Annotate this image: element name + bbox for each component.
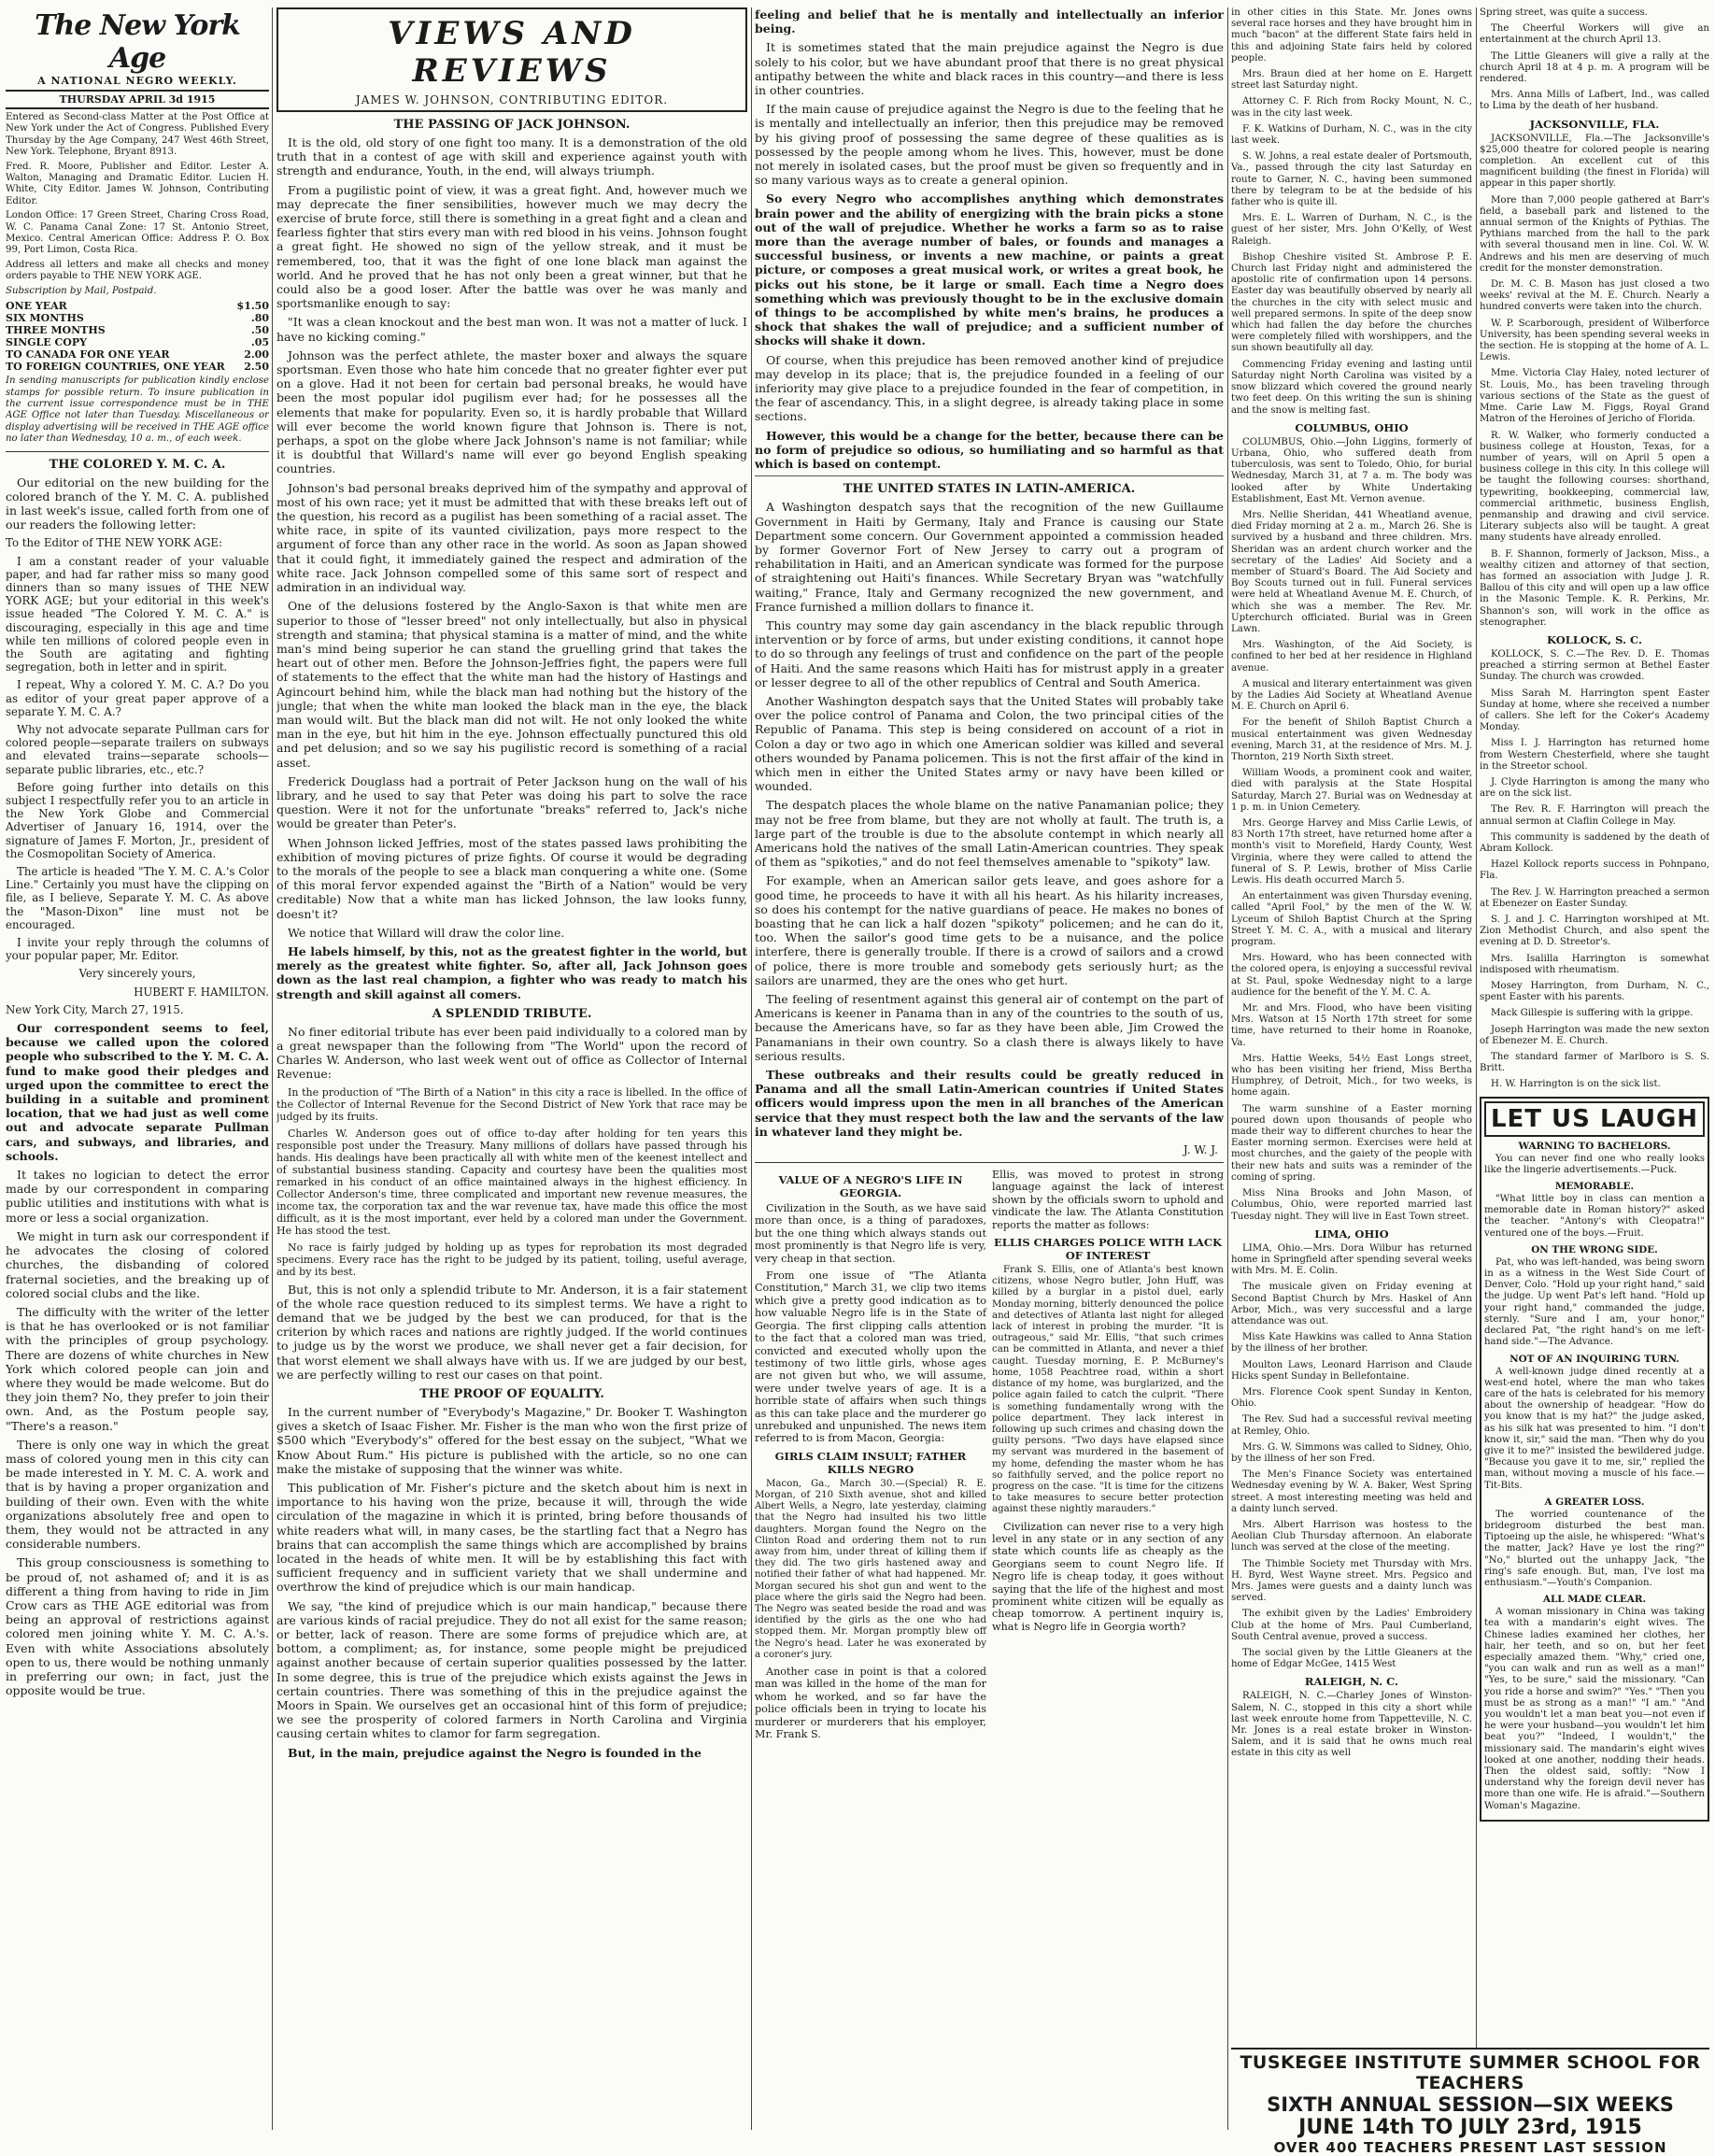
news-item: The exhibit given by the Ladies' Embroidery Club at the home of Mrs. Paul Cumberland, South Central avenue, proved a success.: [1231, 1609, 1472, 1642]
news-item: Hazel Kollock reports success in Pohnpano, Fla.: [1480, 859, 1709, 882]
article-paragraph: When Johnson licked Jeffries, most of the states passed laws prohibiting the exhibition of moving pictures of prize fights. Of course it would be degrading to the morals of the people to see a black man conquering a white one. (Some of this moral fervor expended against the "Birth of a Nation" would be very creditable) Now that a white man has licked Johnson, the law looks funny, doesn't it?: [276, 835, 747, 921]
joke-headline: NOT OF AN INQUIRING TURN.: [1509, 1353, 1680, 1365]
masthead-dateline: THURSDAY APRIL 3d 1915: [6, 90, 269, 109]
news-item: The Rev. Sud had a successful revival meeting at Remley, Ohio.: [1231, 1414, 1472, 1437]
ad-line: SIXTH ANNUAL SESSION—SIX WEEKS: [1267, 2093, 1674, 2116]
raleigh-headline: RALEIGH, N. C.: [1304, 1675, 1399, 1689]
article-paragraph: But, in the main, prejudice against the Negro is founded in the: [288, 1745, 702, 1760]
joke-text: Pat, who was left-handed, was being sworn in as a witness in the West Side Court of Denver, Colo. "Hold up your right hand," said the judge. Up went Pat's left hand. "Hold up your right hand," commanded the judge, sternly. "Sure and I am, your honor," declared Pat, "the right hand's on me left-hand side."—The Advance.: [1484, 1256, 1705, 1348]
joke-text: The worried countenance of the bridegroom disturbed the best man. Tiptoeing up the aisle, he whispered: "What's the matter, Jack? Have ye lost the ring?" "No," blurted out the unhappy Jack, "the ring's safe enough. But, man, I've lost ma enthusiasm."—Youth's Companion.: [1484, 1509, 1705, 1588]
news-item: Mosey Harrington, from Durham, N. C., spent Easter with his parents.: [1480, 981, 1709, 1003]
ad-line: JUNE 14th TO JULY 23rd, 1915: [1298, 2116, 1642, 2139]
subscription-label: Subscription by Mail, Postpaid.: [6, 285, 157, 296]
splendid-tribute-headline: A SPLENDID TRIBUTE.: [432, 1006, 592, 1021]
article-paragraph: Civilization in the South, as we have said more than once, is a thing of paradoxes, but the one thing which always stands out most prominently is that Negro life is very, very cheap in that section.: [755, 1202, 986, 1265]
news-item: Bishop Cheshire visited St. Ambrose P. E. Church last Friday night and administered the apostolic rite of confirmation upon 14 persons. Easter day was beautifully observed by nearly all the churches in the city with select music and well prepared sermons. In spite of the deep snow which had fallen the day before the churches were completely filled with worshippers, and the sun shown beautifully all day.: [1231, 251, 1472, 354]
news-item: Mrs. Isalilla Harrington is somewhat indisposed with rheumatism.: [1480, 953, 1709, 975]
news-item: Miss Sarah M. Harrington spent Easter Sunday at home, where she received a number of callers. She left for the Coker's Academy Monday.: [1480, 688, 1709, 733]
views-reviews-editor: JAMES W. JOHNSON, CONTRIBUTING EDITOR.: [355, 93, 669, 106]
article-paragraph: Frederick Douglass had a portrait of Peter Jackson hung on the wall of his library, and he used to say that Peter was doing his part to solve the race question. Were it not for the unfortunate "breaks" referred to, Jack's niche would be greater than Peter's.: [276, 773, 747, 831]
news-item: The social given by the Little Gleaners at the home of Edgar McGee, 1415 West: [1231, 1648, 1472, 1670]
column-rule: [1476, 7, 1477, 2130]
article-paragraph: This country may some day gain ascendancy in the black republic through intervention or by force of arms, but under existing conditions, it cannot hope to do so through any feelings of trust and confidence on the part of the people of Haiti. And the same reasons which Haiti has for mistrust apply in a greater or lesser degree to all of the other republics of Central and South America.: [755, 617, 1224, 689]
news-item: Mack Gillespie is suffering with la grippe.: [1491, 1008, 1694, 1019]
masthead-info: Entered as Second-class Matter at the Post Office at New York under the Act of Congress. Published Every Thursday by the Age Company, 247 West 46th Street, New York. Telephone, Bryant 8913.: [6, 112, 269, 158]
news-item: Mrs. Howard, who has been connected with the colored opera, is enjoying a successful revival at St. Paul, spoke Wednesday night to a large audience for the benefit of the Y. M. C. A.: [1231, 953, 1472, 998]
columbus-headline: COLUMBUS, OHIO: [1295, 420, 1409, 434]
news-item: For the benefit of Shiloh Baptist Church a musical entertainment was given Wednesday evening, March 31, at the residence of Mrs. M. J. Thornton, 219 North Sixth street.: [1231, 717, 1472, 762]
article-paragraph: feeling and belief that he is mentally and intellectually an inferior being.: [755, 7, 1224, 36]
news-item: Moulton Laws, Leonard Harrison and Claude Hicks spent Sunday in Bellefontaine.: [1231, 1359, 1472, 1382]
joke-text: "What little boy in class can mention a memorable date in Roman history?" asked the teacher. "Antony's with Cleopatra!" ventured one of the boys.—Fruit.: [1484, 1194, 1705, 1239]
news-item: W. P. Scarborough, president of Wilberforce University, has been spending several weeks in the section. He is stopping at the home of A. L. Lewis.: [1480, 318, 1709, 363]
joke-text: A well-known judge dined recently at a west-end hotel, where the man who takes care of the hats is celebrated for his memory about the ownership of headgear. "How do you know that is my hat?" the judge asked, as his silk hat was presented to him. "I don't know it, sir," said the man. "Then why do you give it to me?" insisted the bewildered judge. "Because you gave it to me, sir," replied the man, without moving a muscle of his face.—Tit-Bits.: [1484, 1366, 1705, 1491]
news-item: COLUMBUS, Ohio.—John Liggins, formerly of Urbana, Ohio, who suffered death from tuberculosis, was sent to Toledo, Ohio, for burial Wednesday, March 31, at 7 a. m. The body was looked after by White Undertaking Establishment, East Mt. Vernon avenue.: [1231, 436, 1472, 504]
article-paragraph: If the main cause of prejudice against the Negro is due to the feeling that he is mentally and intellectually an inferior, then this prejudice may be removed by his giving proof of possessing the same degree of these qualities as is possessed by the people among whom he lives. This, however, must be done not merely in isolated cases, but the proof must be given so frequently and in so many various ways as to create a general opinion.: [755, 102, 1224, 188]
lima-headline: LIMA, OHIO: [1314, 1227, 1389, 1241]
news-item: The warm sunshine of a Easter morning poured down upon thousands of people who made their way to different churches to hear the Easter morning sermon. Exercises were held at most churches, and the gaiety of the people with their new hats and suits was a reminder of the coming of spring.: [1231, 1103, 1472, 1183]
reader-letter: [6, 536, 269, 1016]
joke-text: You can never find one who really looks like the lingerie advertisements.—Puck.: [1484, 1153, 1705, 1175]
news-item: The Cheerful Workers will give an entertainment at the church April 13.: [1480, 23, 1709, 46]
article-paragraph: Civilization can never rise to a very high level in any state or in any section of any state which counts life as cheaply as the Georgians seem to count Negro life. If Negro life is cheap today, it goes without saying that the life of the highest and most prominent white citizen will be equally as cheap tomorrow. A pertinent inquiry is, what is Negro life in Georgia worth?: [992, 1520, 1224, 1633]
article-paragraph: From one issue of "The Atlanta Constitution," March 31, we clip two items which give a pretty good indication as to how valuable Negro life is in the State of Georgia. The first clipping calls attention to the fact that a colored man was tried, convicted and executed wholly upon the testimony of two little girls, whose ages are not given but who, we will assume, were under twelve years of age. It is a horrible state of affairs when such things as this can take place and the murderer go unrebuked and unpunished. The news item referred to is from Macon, Georgia:: [755, 1269, 986, 1445]
masthead-subtitle: A NATIONAL NEGRO WEEKLY.: [37, 75, 237, 87]
ymca-headline: THE COLORED Y. M. C. A.: [49, 457, 226, 472]
letter-paragraph: I repeat, Why a colored Y. M. C. A.? Do you as editor of your great paper approve of a separate Y. M. C. A.?: [6, 678, 269, 718]
news-item: More than 7,000 people gathered at Barr's field, a baseball park and listened to the annual sermon of the Knights of Pythias. The Pythians marched from the hall to the park with several thousand men in line. Col. W. W. Andrews and his men are deserving of much credit for the monster demonstration.: [1480, 194, 1709, 274]
georgia-left: [755, 1169, 986, 1745]
georgia-right: [992, 1169, 1224, 1745]
rate-row: THREE MONTHS .50: [6, 324, 269, 337]
article-paragraph: Of course, when this prejudice has been removed another kind of prejudice may develop in its place; that is, the prejudice founded in a feeling of our inferiority may give place to a prejudice founded in the fear of competition, in the fear of ascendancy. This, in a slight degree, is already taking place in some sections.: [755, 352, 1224, 424]
tuskegee-advertisement: [1231, 2048, 1709, 2156]
article-paragraph: We notice that Willard will draw the color line.: [288, 925, 565, 940]
letter-salutation: To the Editor of THE NEW YORK AGE:: [6, 536, 223, 550]
joke-headline: WARNING TO BACHELORS.: [1518, 1140, 1671, 1152]
ymca-paragraph: Our editorial on the new building for the colored branch of the Y. M. C. A. published in last week's issue, called forth from one of our readers the following letter:: [6, 475, 269, 532]
joke-headline: MEMORABLE.: [1554, 1181, 1635, 1193]
article-paragraph: Johnson was the perfect athlete, the master boxer and always the square sportsman. Even those who hate him concede that no greater fighter ever put on a glove. Had it not been for certain bad personal breaks, he would have been the most popular idol pugilism ever had; for he possesses all the elements that make for popularity. Even so, it is hardly probable that Willard will ever become the world known figure that Johnson is. There is not, perhaps, a spot on the globe where Jack Johnson's name is not familiar; while it is doubtful that Willard's name will ever go beyond English speaking countries.: [276, 348, 747, 476]
rate-row: TO FOREIGN COUNTRIES, ONE YEAR 2.50: [6, 361, 269, 374]
letter-paragraph: Before going further into details on this subject I respectfully refer you to an article in the New York Globe and Commercial Advertiser of January 16, 1914, over the signature of James F. Morton, Jr., president of the Cosmopolitan Society of America.: [6, 780, 269, 860]
news-item: Mrs. George Harvey and Miss Carlie Lewis, of 83 North 17th street, have returned home after a month's visit to Morefield, Hardy County, West Virginia, where they were called to attend the funeral of S. P. Lewis, brother of Miss Carlie Lewis. His death occurred March 5.: [1231, 818, 1472, 887]
article-paragraph: In the current number of "Everybody's Magazine," Dr. Booker T. Washington gives a sketch of Isaac Fisher. Mr. Fisher is the man who won the first prize of $500 which "Everybody's" offered for the best essay on the subject, "What we Know About Rum." His picture is published with the article, so no one can make the mistake of supposing that the winner was white.: [276, 1405, 747, 1476]
column-local-news: [1231, 7, 1472, 2130]
article-paragraph: So every Negro who accomplishes anything which demonstrates brain power and the ability of energizing with the brain picks a stone out of the wall of prejudice. Whether he works a farm so as to raise more than the average number of bales, or founds and manages a successful business, or invents a new machine, or paints a great picture, or composes a great musical work, or writes a great book, he picks out his stone, be it large or small. Each time a Negro does something which was previously thought to be in the exclusive domain of things to be accomplished by white men's brains, he produces a shock that shakes the wall of prejudice; and a sufficient number of shocks will shake it down.: [755, 191, 1224, 348]
news-item: Mrs. G. W. Simmons was called to Sidney, Ohio, by the illness of her son Fred.: [1231, 1441, 1472, 1464]
article-paragraph: From a pugilistic point of view, it was a great fight. And, however much we may deprecate the finer sensibilities, however much we may decry the exercise of brute force, still there is something in a great fight and a clean and fearless fighter that stirs every man with red blood in his veins. Johnson fought a great fight. He showed no sign of the yellow streak, and it must be remembered, too, that it was the fight of one lone black man against the world. And he proved that he has not only been a great winner, but that he could also be a good loser. After the battle was over he was manly and sportsmanlike enough to say:: [276, 182, 747, 311]
news-item: J. Clyde Harrington is among the many who are on the sick list.: [1480, 776, 1709, 800]
news-item: KOLLOCK, S. C.—The Rev. D. E. Thomas preached a stirring sermon at Bethel Easter Sunday. The church was crowded.: [1480, 648, 1709, 683]
jacksonville-headline: JACKSONVILLE, FLA.: [1529, 117, 1660, 131]
subscription-rates: [6, 300, 269, 373]
news-item: H. W. Harrington is on the sick list.: [1491, 1079, 1661, 1090]
article-paragraph: It is sometimes stated that the main prejudice against the Negro is due solely to his color, but we have abundant proof that there is no great physical antipathy between the white and black races in this country—and there is less in other countries.: [755, 40, 1224, 98]
news-item: An entertainment was given Thursday evening, called "April Fool," by the men of the W. W. Lyceum of Shiloh Baptist Church at the Spring Street Y. M. C. A., with a musical and literary program.: [1231, 891, 1472, 948]
ymca-paragraph: This group consciousness is something to be proud of, not ashamed of; and it is as different a thing from having to ride in Jim Crow cars as THE AGE editorial was from being an approval of restrictions against colored men joining white Y. M. C. A.'s. Even with white Associations absolutely open to us, there would be nothing unmanly in preferring our own; in fact, just the opposite would be true.: [6, 1555, 269, 1698]
article-quote: "It was a clean knockout and the best man won. It was not a matter of luck. I have no kicking coming.": [276, 315, 747, 344]
article-paragraph: This publication of Mr. Fisher's picture and the sketch about him is next in importance to his having won the prize, because it will, through the wide circulation of the magazine in which it is printed, bring before thousands of white readers what will, in many cases, be the startling fact that a Negro has brains that can accomplish the same things which are accomplished by brains located in the heads of white men. It will be by establishing this fact with sufficient frequency and in sufficient variety that we shall undermine and overthrow the kind of prejudice which is our main handicap.: [276, 1481, 747, 1595]
let-us-laugh-box: [1480, 1097, 1709, 1822]
masthead-title: The New York Age: [35, 9, 240, 75]
article-paragraph: The feeling of resentment against this general air of contempt on the part of Americans is keener in Panama than in any of the countries to the south of us, because the Americans have, so far as they have been able, Jim Crowed the Panamanians in their own country. So a clash there is always likely to have serious results.: [755, 992, 1224, 1063]
clipping-text: Frank S. Ellis, one of Atlanta's best known citizens, whose Negro butler, John Huff, was killed by a burglar in a pistol duel, early Monday morning, bitterly denounced the police and detectives of Atlanta last night for alleged lack of interest in probing the murder. "It is outrageous," said Mr. Ellis, "that such crimes can be committed in Atlanta, and never a thief caught. Tuesday morning, E. P. McBurney's home, 1058 Peachtree road, within a short distance of my home, was burglarized, and the police again failed to catch the culprit. "There is something fundamentally wrong with the police department. They lack interest in following up such crimes and chasing down the guilty persons. "Two days have elapsed since my servant was murdered in the basement of my home, defending the master whom he has so faithfully served, and the police report no progress on the case. "It is time for the citizens to take measures to secure better protection against these nightly marauders.": [992, 1265, 1224, 1515]
views-reviews-title: VIEWS AND REVIEWS: [388, 15, 636, 90]
clipping-headline: GIRLS CLAIM INSULT; FATHER KILLS NEGRO: [774, 1449, 967, 1476]
rate-row: ONE YEAR $1.50: [6, 300, 269, 313]
news-item: Mrs. Albert Harrison was hostess to the Aeolian Club Thursday afternoon. An elaborate lunch was served at the close of the meeting.: [1231, 1519, 1472, 1553]
clipping-headline: ELLIS CHARGES POLICE WITH LACK OF INTEREST: [994, 1236, 1222, 1263]
news-item: Mr. and Mrs. Flood, who have been visiting Mrs. Watson at 15 North 17th street for some time, have returned to their home in Roanoke, Va.: [1231, 1003, 1472, 1048]
news-item: The Little Gleaners will give a rally at the church April 18 at 4 p. m. A program will be rendered.: [1480, 50, 1709, 85]
news-item: Dr. M. C. B. Mason has just closed a two weeks' revival at the M. E. Church. Nearly a hundred converts were taken into the church.: [1480, 279, 1709, 313]
news-item: Mrs. Washington, of the Aid Society, is confined to her bed at her residence in Highland avenue.: [1231, 640, 1472, 674]
article-paragraph: These outbreaks and their results could be greatly reduced in Panama and all the small Latin-American countries if United States officers would impress upon the men in all branches of the American service that they must respect both the law and the servants of the law in whatever land they might be.: [755, 1068, 1224, 1139]
news-item: Spring street, was quite a success.: [1480, 7, 1648, 18]
masthead-offices: London Office: 17 Green Street, Charing Cross Road, W. C. Panama Canal Zone: 17 St. Antonio Street, Mexico. Central American Office: Address P. O. Box 99, Port Limon, Costa Rica.: [6, 210, 269, 256]
letter-paragraph: Why not advocate separate Pullman cars for colored people—separate trailers on subways and elevated trains—separate schools—separate public libraries, etc., etc.?: [6, 722, 269, 776]
georgia-headline: VALUE OF A NEGRO'S LIFE IN GEORGIA.: [778, 1173, 963, 1200]
proof-equality-headline: THE PROOF OF EQUALITY.: [419, 1387, 604, 1402]
quote-paragraph: No race is fairly judged by holding up as types for reprobation its most degraded specimens. Every race has the right to be judged by its patient, toiling, useful average, and by its best.: [276, 1241, 747, 1278]
masthead-payment: Address all letters and make all checks and money orders payable to THE NEW YORK AGE.: [6, 259, 269, 282]
news-item: B. F. Shannon, formerly of Jackson, Miss., a wealthy citizen and attorney of that section, has formed an association with Judge J. R. Ballou of this city and will open up a law office in the Masonic Temple. K. R. Perkins, Mr. Shannon's son, will work in the office as stenographer.: [1480, 548, 1709, 628]
letter-place: New York City, March 27, 1915.: [6, 1002, 184, 1016]
ad-line: OVER 400 TEACHERS PRESENT LAST SESSION: [1273, 2139, 1667, 2156]
article-paragraph: The despatch places the whole blame on the native Panamanian police; they may not be free from blame, but they are not wholly at fault. The truth is, a large part of the trouble is due to the absolute contempt in which nearly all Americans hold the natives of the small Latin-American countries. They speak of them as "spikoties," and do not feel themselves amenable to "spikoty" law.: [755, 798, 1224, 870]
joke-text: A woman missionary in China was taking tea with a mandarin's eight wives. The Chinese ladies examined her clothes, her hair, her teeth, and so on, but her feet especially amazed them. "Why," cried one, "you can walk and run as well as a man!" "Yes, to be sure," said the missionary. "Can you ride a horse and swim?" "Yes." "Then you must be as strong as a man!" "I am." "And you wouldn't let a man beat you—not even if he were your husband—you wouldn't let him beat you?" "Indeed, I wouldn't," the missionary said. The mandarin's eight wives looked at one another, nodding their heads. Then the oldest said, softly: "Now I understand why the foreign devil never has more than one wife. He is afraid."—Southern Woman's Magazine.: [1484, 1607, 1705, 1811]
article-paragraph: Another case in point is that a colored man was killed in the home of the man for whom he worked, and so far have the police officials been in trying to locate his murderer or murderers that his employer, Mr. Frank S.: [755, 1666, 986, 1741]
article-paragraph: One of the delusions fostered by the Anglo-Saxon is that white men are superior to those of "lesser breed" not only intellectually, but also in physical strength and stamina; that physical stamina is a matter of mind, and the white man's mind being superior he can stand the gruelling grind that takes the heart out of other men. Before the Johnson-Jeffries fight, the papers were full of statements to the effect that the white man had the history of Hastings and Agincourt behind him, while the black man had nothing but the history of the jungle; that when the white man looked the black man in the eye, the black man would wilt. But the black man did not wilt. He not only looked the white man in the eye, but hit him in the eye. Johnson effectually punctured this old and pet delusion; and so we say his pugilistic record is something of a racial asset.: [276, 599, 747, 770]
news-item: S. J. and J. C. Harrington worshiped at Mt. Zion Methodist Church, and also spent the evening at D. D. Streetor's.: [1480, 915, 1709, 948]
article-paragraph: For example, when an American sailor gets leave, and goes ashore for a good time, he proceeds to have it with all his heart. As his hilarity increases, so does his contempt for the native guardians of peace. He makes no bones of boasting that he can lick a half dozen "spikoty" policemen; and he can do it, too. When the sailor's good time gets to be a nuisance, and the police interfere, there is generally trouble. If there is a crowd of sailors and a crowd of police, there is more trouble and somebody gets seriously hurt; as the sailors are unarmed, they are the ones who get hurt.: [755, 873, 1224, 987]
article-paragraph: However, this would be a change for the better, because there can be no form of prejudice so odious, so humiliating and so harmful as that which is based on contempt.: [755, 428, 1224, 472]
news-item: Commencing Friday evening and lasting until Saturday night North Carolina was visited by a snow blizzard which covered the ground nearly two feet deep. On this writing the sun is shining and the snow is melting fast.: [1231, 359, 1472, 416]
news-item: Joseph Harrington was made the new sexton of Ebenezer M. E. Church.: [1480, 1024, 1709, 1046]
column-views-reviews: [276, 7, 747, 2130]
joke-headline: A GREATER LOSS.: [1544, 1496, 1645, 1508]
letter-paragraph: The article is headed "The Y. M. C. A.'s Color Line." Certainly you must have the clipping on file, as I believe, Separate Y. M. C. As above the "Mason-Dixon" line must not be encouraged.: [6, 865, 269, 931]
news-item: The Thimble Society met Thursday with Mrs. H. Byrd, West Wayne street. Mrs. Pegsico and Mrs. James were guests and a dainty lunch was served.: [1231, 1558, 1472, 1604]
news-item: Mrs. E. L. Warren of Durham, N. C., is the guest of her sister, Mrs. John O'Kelly, of West Raleigh.: [1231, 213, 1472, 247]
let-us-laugh-title: LET US LAUGH: [1484, 1101, 1705, 1137]
letter-paragraph: I invite your reply through the columns of your popular paper, Mr. Editor.: [6, 936, 269, 963]
news-item: RALEIGH, N. C.—Charley Jones of Winston-Salem, N. C., stopped in this city a short while last week enroute home from Tappetteville, N. C. Mr. Jones is a real estate broker in Winston-Salem, and it is said that he owns much real estate in this city as well: [1231, 1691, 1472, 1759]
rate-row: SIX MONTHS .80: [6, 312, 269, 325]
clipping-text: Macon, Ga., March 30.—(Special) R. E. Morgan, of 210 Sixth avenue, shot and killed Albert Wells, a Negro, late yesterday, claiming that the Negro had insulted his two little daughters. Morgan found the Negro on the Clinton Road and ordering them not to run away from him, under threat of killing them if they did. The two girls hastened away and notified their father of what had happened. Mr. Morgan secured his shot gun and went to the place where the girls said the Negro had been. The Negro was seated beside the road and was identified by the girls as the one who had stopped them. Mr. Morgan promptly blew off the Negro's head. Later he was exonerated by a coroner's jury.: [755, 1478, 986, 1660]
column-views-continued: [755, 7, 1224, 2130]
ymca-paragraph: The difficulty with the writer of the letter is that he has overlooked or is not familiar with the principles of group psychology. There are dozens of white churches in New York which colored people can join and where they would be made welcome. But do they join them? No, they prefer to join their own. And, as the Postum people say, "There's a reason.": [6, 1304, 269, 1433]
ymca-paragraph: It takes no logician to detect the error made by our correspondent in comparing public utilities and institutions with what is more or less a social organization.: [6, 1168, 269, 1225]
news-item: A musical and literary entertainment was given by the Ladies Aid Society at Wheatland Avenue M. E. Church on April 6.: [1231, 678, 1472, 713]
news-item: William Woods, a prominent cook and waiter, died with paralysis at the State Hospital Saturday, March 27. Burial was on Wednesday at 1 p. m. in Union Cemetery.: [1231, 768, 1472, 813]
rate-row: SINGLE COPY .05: [6, 336, 269, 349]
quote-paragraph: Charles W. Anderson goes out of office to-day after holding for ten years this responsible post under the Treasury. Many millions of dollars have passed through his hands. His dealings have been practically all with white men of the keenest intellect and of substantial business standing. Capacity and courtesy have been the qualities most remarked in his conduct of an office maintained always in the highest efficiency. In Collector Anderson's time, three complicated and important new revenue measures, the income tax, the corporation tax and the war revenue tax, have made this office the most difficult, as it is the most important, ever held by a colored man under the Government. He has stood the test.: [276, 1127, 747, 1237]
article-paragraph: He labels himself, by this, not as the greatest fighter in the world, but merely as the greatest white fighter. So, after all, Jack Johnson goes down as the last real champion, a fighter who was ready to match his strength and skill against all comers.: [276, 943, 747, 1001]
news-item: LIMA, Ohio.—Mrs. Dora Wilbur has returned home in Springfield after spending several weeks with Mrs. M. E. Colin.: [1231, 1242, 1472, 1277]
latin-america-headline: THE UNITED STATES IN LATIN-AMERICA.: [843, 482, 1136, 497]
jack-johnson-headline: THE PASSING OF JACK JOHNSON.: [393, 118, 631, 132]
news-item: Mrs. Anna Mills of Lafbert, Ind., was called to Lima by the death of her husband.: [1480, 90, 1709, 112]
news-item: The Rev. J. W. Harrington preached a sermon at Ebenezer on Easter Sunday.: [1480, 887, 1709, 909]
news-item: This community is saddened by the death of Abram Kollock.: [1480, 831, 1709, 854]
views-reviews-banner: [276, 7, 747, 112]
ymca-paragraph: Our correspondent seems to feel, because we called upon the colored people who subscribed to the Y. M. C. A. fund to make good their pledges and urged upon the committee to erect the building in a suitable and prominent location, that we had just as well come out and advocate separate Pullman cars, and subways, and libraries, and schools.: [6, 1021, 269, 1163]
news-item: Attorney C. F. Rich from Rocky Mount, N. C., was in the city last week.: [1231, 96, 1472, 119]
article-paragraph: Another Washington despatch says that the United States will probably take over the police control of Panama and Colon, the two principal cities of the Republic of Panama. This step is being considered on account of a riot in Colon a day or two ago in which one American soldier was killed and several others wounded by Panama policemen. This is not the first affair of the kind in which men in either the United States army or navy have been killed or wounded.: [755, 693, 1224, 794]
news-item: The Men's Finance Society was entertained Wednesday evening by W. A. Baker, West Spring street. A most interesting meeting was held and a dainty lunch served.: [1231, 1469, 1472, 1514]
letter-signature: HUBERT F. HAMILTON.: [134, 985, 269, 999]
article-signature: J. W. J.: [1183, 1143, 1218, 1157]
joke-headline: ALL MADE CLEAR.: [1542, 1594, 1647, 1606]
article-paragraph: No finer editorial tribute has ever been paid individually to a colored man by a great newspaper than the following from "The World" upon the record of Charles W. Anderson, who last week went out of office as Collector of Internal Revenue:: [276, 1024, 747, 1082]
world-editorial-quote: [276, 1086, 747, 1278]
article-paragraph: Ellis, was moved to protest in strong language against the lack of interest shown by the officials sworn to uphold and vindicate the law. The Atlanta Constitution reports the matter as follows:: [992, 1169, 1224, 1231]
ymca-paragraph: There is only one way in which the great mass of colored young men in this city can be made interested in Y. M. C. A. work and that is by having a proper organization and building of their own. Even with the white organizations absolutely free and open to them, they would not be attracted in any considerable numbers.: [6, 1437, 269, 1552]
news-item: Mrs. Hattie Weeks, 54½ East Longs street, who has been visiting her friend, Miss Bertha Humphrey, of Detroit, Mich., for two weeks, is home again.: [1231, 1053, 1472, 1099]
news-item: Miss I. J. Harrington has returned home from Western Chesterfield, where she taught in the Streetor school.: [1480, 738, 1709, 772]
kollock-headline: KOLLOCK, S. C.: [1547, 632, 1642, 646]
letter-close: Very sincerely yours,: [78, 967, 196, 981]
quote-paragraph: In the production of "The Birth of a Nation" in this city a race is libelled. In the office of the Collector of Internal Revenue for the Second District of New York that race may be judged by its fruits.: [276, 1085, 747, 1123]
letter-paragraph: I am a constant reader of your valuable paper, and had far rather miss so many good dinners than so many issues of THE NEW YORK AGE; but your editorial in this week's issue headed "The Colored Y. M. C. A." is discouraging, especially in this age and time while ten millions of colored people even in the South are agitating and fighting segregation, both in letter and in spirit.: [6, 554, 269, 674]
article-paragraph: Johnson's bad personal breaks deprived him of the sympathy and approval of most of his own race; yet it must be admitted that with these breaks left out of the question, his record as a pugilist has been something of a racial asset. The white race, in spite of its vaunted civilization, pays more respect to the argument of force than any other race in the world. As soon as Japan showed that it could fight, it immediately gained the respect and admiration of the white race. Jack Johnson compelled some of this same sort of respect and admiration in an individual way.: [276, 480, 747, 595]
news-item: in other cities in this State. Mr. Jones owns several race horses and they have brought him in much "bacon" at the different State fairs held in this and adjoining State fairs held by colored people.: [1231, 7, 1472, 64]
article-paragraph: But, this is not only a splendid tribute to Mr. Anderson, it is a fair statement of the whole race question reduced to its simplest terms. We have a right to demand that we be judged by the best we can produced, for that is the criterion by which races and nations are rightly judged. If the world continues to judge us by the worst we produce, we shall never get a fair decision, for that worst element we shall always have with us. If we are judged by our best, we are perfectly willing to rest our cases on that point.: [276, 1282, 747, 1382]
article-paragraph: It is the old, old story of one fight too many. It is a demonstration of the old truth that in a contest of age with skill and experience against youth with strength and endurance, Youth, in the end, will always triumph.: [276, 135, 747, 178]
news-item: The standard farmer of Marlboro is S. S. Britt.: [1480, 1052, 1709, 1074]
news-item: Miss Nina Brooks and John Mason, of Columbus, Ohio, were reported married last Tuesday night. They will live in East Town street.: [1231, 1188, 1472, 1222]
news-item: Mme. Victoria Clay Haley, noted lecturer of St. Louis, Mo., has been traveling through various sections of the State as the guest of Mme. Carie Law M. Figgs, Royal Grand Matron of the Heroines of Jericho of Florida.: [1480, 368, 1709, 425]
news-item: The musicale given on Friday evening at Second Baptist Church by Mrs. Haskel of Ann Arbor, Mich., was very successful and a large attendance was out.: [1231, 1282, 1472, 1326]
column-editorial: [6, 7, 269, 2130]
news-item: The Rev. R. F. Harrington will preach the annual sermon at Claflin College in May.: [1480, 804, 1709, 827]
ymca-paragraph: We might in turn ask our correspondent if he advocates the closing of colored churches, the disbanding of colored fraternal societies, and the breaking up of colored social clubs and the like.: [6, 1228, 269, 1300]
column-rule: [272, 7, 273, 2130]
column-local-news-2: [1480, 7, 1709, 2130]
masthead-notices: In sending manuscripts for publication kindly enclose stamps for possible return. To insure publication in the current issue correspondence must be in THE AGE Office not later than Tuesday. Miscellaneous or display advertising will be received in THE AGE office no later than Wednesday, 10 a. m., of each week.: [6, 376, 269, 445]
news-item: Mrs. Florence Cook spent Sunday in Kenton, Ohio.: [1231, 1386, 1472, 1410]
masthead-staff: Fred. R. Moore, Publisher and Editor. Lester A. Walton, Managing and Dramatic Editor. Lucien H. White, City Editor. James W. Johnson, Contributing Editor.: [6, 161, 269, 206]
rate-row: TO CANADA FOR ONE YEAR 2.00: [6, 348, 269, 362]
georgia-article: [755, 1169, 1224, 1745]
joke-headline: ON THE WRONG SIDE.: [1531, 1243, 1658, 1255]
news-item: S. W. Johns, a real estate dealer of Portsmouth, Va., passed through the city last Saturday en route to Garner, N. C., having been summoned there by telegram to be at the bedside of his father who is quite ill.: [1231, 151, 1472, 208]
ad-line: TUSKEGEE INSTITUTE SUMMER SCHOOL FOR TEACHERS: [1240, 2052, 1701, 2093]
news-item: F. K. Watkins of Durham, N. C., was in the city last week.: [1231, 123, 1472, 147]
news-item: Mrs. Nellie Sheridan, 441 Wheatland avenue, died Friday morning at 2 a. m., March 26. She is survived by a husband and three children. Mrs. Sheridan was an ardent church worker and the secretary of the Ladies' Aid Society and a member of Stuard's Board. The Aid Society and Boy Scouts turned out in full. Funeral services were held at Wheatland Avenue M. E. Church, of which she was a member. The Rev. Mr. Upterchurch officiated. Burial was in Green Lawn.: [1231, 509, 1472, 634]
news-item: Mrs. Braun died at her home on E. Hargett street last Saturday night.: [1231, 69, 1472, 92]
news-item: Miss Kate Hawkins was called to Anna Station by the illness of her brother.: [1231, 1332, 1472, 1355]
article-paragraph: A Washington despatch says that the recognition of the new Guillaume Government in Haiti by Germany, Italy and France is causing our State Department some concern. Our Government appointed a commission headed by former Governor Fort of New Jersey to carry out a program of rehabilitation in Haiti, and an American syndicate was formed for the purpose of straightening out Haiti's finances. While Secretary Bryan was "watchfully waiting," France, Italy and Germany recognized the new government, and France furnished a million dollars to finance it.: [755, 500, 1224, 614]
article-paragraph: We say, "the kind of prejudice which is our main handicap," because there are various kinds of racial prejudice. They do not all exist for the same reason; or better, lack of reason. There are some forms of prejudice which are, at bottom, a compliment; as, for instance, some people might be prejudiced against another because of certain superior qualities possessed by the latter. In some degree, this is true of the prejudice which exists against the Jews in certain countries. There was something of this in the prejudice against the Moors in Spain. We ourselves get an occasional hint of this form of prejudice; we see the prosperity of colored farmers in North Carolina and Virginia causing certain whites to clamor for farm segregation.: [276, 1598, 747, 1741]
column-rule: [1227, 7, 1228, 2130]
column-rule: [751, 7, 752, 2130]
news-item: JACKSONVILLE, Fla.—The Jacksonville's $25,000 theatre for colored people is nearing completion. An excellent cut of this magnificent building (the finest in Florida) will appear in this paper shortly.: [1480, 133, 1709, 190]
news-item: R. W. Walker, who formerly conducted a business college at Houston, Texas, for a number of years, will on April 5 open a business college in this city. In this college will be taught the following courses: shorthand, typewriting, bookkeeping, commercial law, commercial arithmetic, business English, penmanship and drawing and civil service. Literary subjects also will be taught. A great many students have already enrolled.: [1480, 430, 1709, 544]
